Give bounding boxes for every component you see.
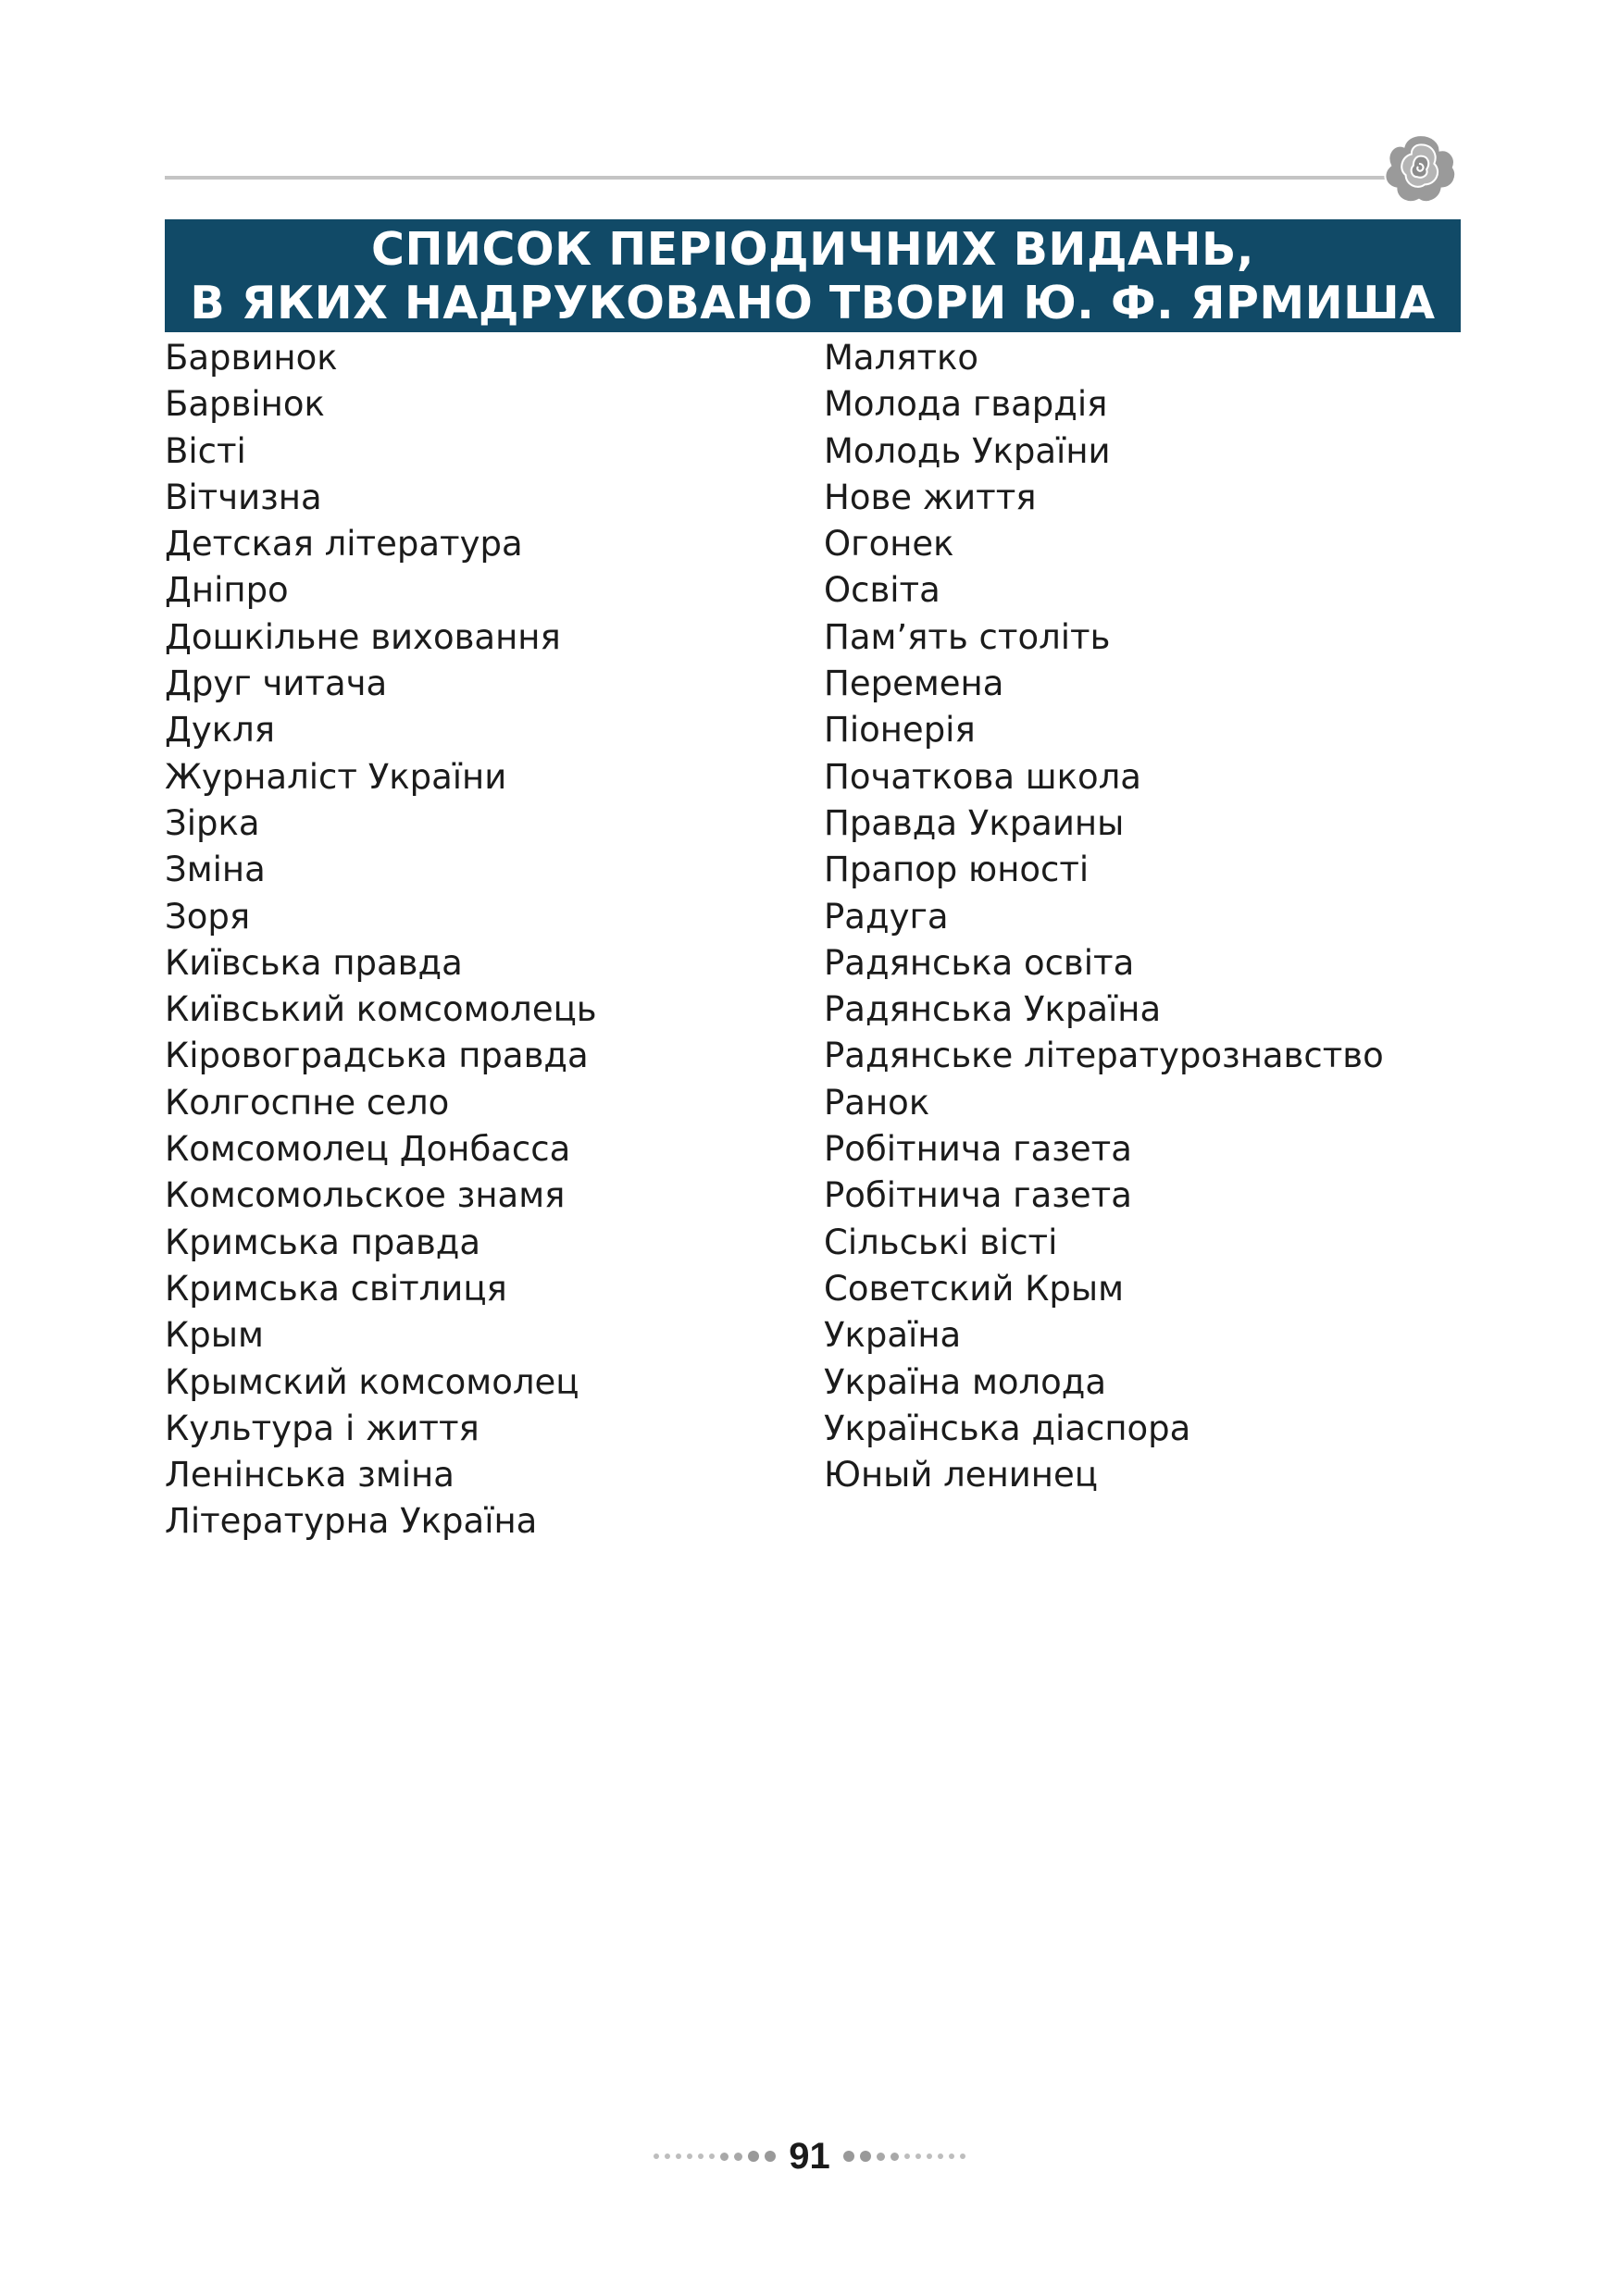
list-item: Молода гвардія: [824, 384, 1108, 425]
page-title: [165, 219, 1461, 332]
list-item: Радуга: [824, 896, 949, 937]
list-item: Дошкільне виховання: [165, 616, 561, 657]
list-item: Кіровоградська правда: [165, 1036, 589, 1076]
list-item: Робітнича газета: [824, 1129, 1132, 1170]
list-item: Комсомольское знамя: [165, 1175, 566, 1216]
footer-dots-right: [843, 2151, 965, 2162]
title-line-1: СПИСОК ПЕРІОДИЧНИХ ВИДАНЬ,: [371, 223, 1254, 276]
list-item: Радянське літературознавство: [824, 1036, 1384, 1076]
header-rule: [165, 176, 1387, 180]
list-item: Перемена: [824, 664, 1004, 704]
list-item: Крымский комсомолец: [165, 1361, 579, 1402]
list-item: Кримська світлиця: [165, 1268, 507, 1309]
list-item: Дніпро: [165, 570, 289, 611]
list-item: Комсомолец Донбасса: [165, 1129, 571, 1170]
list-item: Пам’ять століть: [824, 616, 1111, 657]
list-item: Кримська правда: [165, 1222, 481, 1262]
list-item: Колгоспне село: [165, 1082, 450, 1123]
footer-dots-left: [654, 2151, 776, 2162]
list-item: Українська діаспора: [824, 1408, 1191, 1448]
list-item: Зоря: [165, 896, 251, 937]
list-item: Робітнича газета: [824, 1175, 1132, 1216]
list-item: Правда Украины: [824, 802, 1125, 843]
list-item: Радянська освіта: [824, 942, 1135, 983]
list-item: Культура і життя: [165, 1408, 479, 1448]
list-item: Літературна Україна: [165, 1501, 538, 1542]
list-item: Піонерія: [824, 710, 976, 751]
list-item: Молодь України: [824, 430, 1111, 471]
list-item: Дукля: [165, 710, 276, 751]
list-item: Крым: [165, 1315, 264, 1356]
list-item: Радянська Україна: [824, 989, 1162, 1030]
list-item: Прапор юності: [824, 850, 1090, 890]
list-item: Україна: [824, 1315, 962, 1356]
list-item: Юный ленинец: [824, 1455, 1098, 1496]
list-item: Детская література: [165, 524, 523, 565]
list-item: Друг читача: [165, 664, 388, 704]
list-item: Зміна: [165, 850, 266, 890]
list-item: Малятко: [824, 338, 979, 378]
periodicals-list-right: [824, 335, 1384, 1498]
list-item: Вісті: [165, 430, 246, 471]
list-item: Україна молода: [824, 1361, 1107, 1402]
list-item: Зірка: [165, 802, 260, 843]
list-item: Нове життя: [824, 477, 1037, 517]
list-item: Барвинок: [165, 338, 338, 378]
list-item: Ранок: [824, 1082, 930, 1123]
list-item: Барвінок: [165, 384, 325, 425]
list-item: Київська правда: [165, 942, 463, 983]
list-item: Ленінська зміна: [165, 1455, 455, 1496]
list-item: Початкова школа: [824, 756, 1141, 797]
page-number: 91: [789, 2135, 830, 2177]
list-item: Сільські вісті: [824, 1222, 1058, 1262]
list-item: Київський комсомолець: [165, 989, 597, 1030]
list-item: Освіта: [824, 570, 940, 611]
list-item: Советский Крым: [824, 1268, 1125, 1309]
title-line-2: В ЯКИХ НАДРУКОВАНО ТВОРИ Ю. Ф. ЯРМИША: [190, 277, 1436, 329]
periodicals-list-left: [165, 335, 597, 1545]
list-item: Журналіст України: [165, 756, 507, 797]
page-footer: [0, 2128, 1619, 2184]
rose-icon: [1383, 131, 1459, 207]
list-item: Вітчизна: [165, 477, 322, 517]
list-item: Огонек: [824, 524, 954, 565]
